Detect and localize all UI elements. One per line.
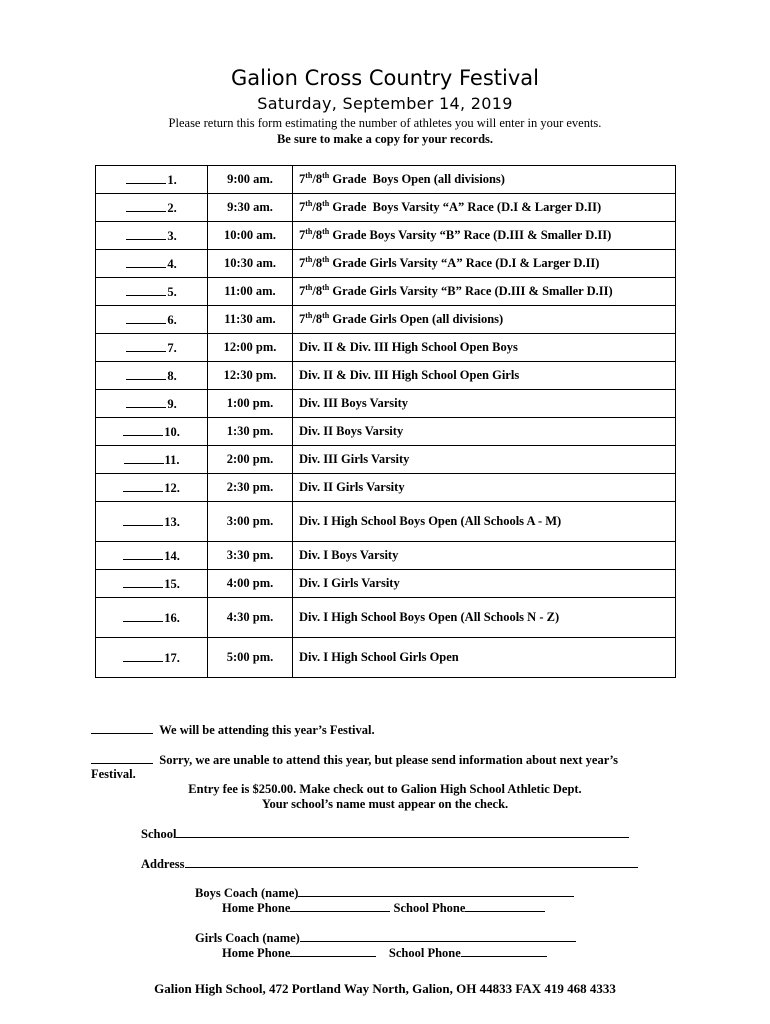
- grade-text: 8: [315, 284, 323, 298]
- event-label: Div. III Boys Varsity: [299, 396, 409, 410]
- event-label: Div. I Boys Varsity: [299, 548, 399, 562]
- girls-home-phone-label: Home Phone: [222, 946, 291, 960]
- event-number: 11.: [164, 452, 180, 467]
- event-number: 10.: [164, 424, 180, 439]
- athlete-count-blank[interactable]: [123, 548, 163, 560]
- event-description: [293, 194, 676, 222]
- grade-text: 8: [315, 312, 323, 326]
- event-time: 11:30 am.: [208, 306, 293, 334]
- grade-text: th: [322, 227, 330, 236]
- grade-text: /: [312, 284, 316, 298]
- event-description: [293, 446, 676, 474]
- grade-prefix: [299, 228, 329, 242]
- event-row: [96, 502, 676, 542]
- event-label: Div. II & Div. III High School Open Girls: [299, 368, 520, 382]
- event-description: [293, 542, 676, 570]
- event-time: 3:30 pm.: [208, 542, 293, 570]
- event-row: [96, 446, 676, 474]
- address-label: Address: [141, 857, 185, 871]
- athlete-count-blank[interactable]: [124, 452, 164, 464]
- event-entry-cell[interactable]: [96, 474, 208, 502]
- not-attending-blank[interactable]: [91, 751, 153, 764]
- event-label: Div. III Girls Varsity: [299, 452, 410, 466]
- event-description: [293, 598, 676, 638]
- grade-text: th: [322, 311, 330, 320]
- event-number: 13.: [164, 514, 180, 529]
- boys-home-phone-label: Home Phone: [222, 901, 291, 915]
- event-time: 2:00 pm.: [208, 446, 293, 474]
- event-description: [293, 306, 676, 334]
- event-row: [96, 542, 676, 570]
- event-entry-cell[interactable]: [96, 598, 208, 638]
- event-label: Grade Boys Open (all divisions): [332, 172, 505, 186]
- girls-school-phone-line[interactable]: [461, 944, 547, 957]
- event-entry-cell[interactable]: [96, 334, 208, 362]
- athlete-count-blank[interactable]: [126, 340, 166, 352]
- copy-note: Be sure to make a copy for your records.: [276, 132, 494, 146]
- event-time: 12:30 pm.: [208, 362, 293, 390]
- event-label: Div. I Girls Varsity: [299, 576, 400, 590]
- event-time: 4:30 pm.: [208, 598, 293, 638]
- grade-text: /: [312, 172, 316, 186]
- grade-text: th: [322, 199, 330, 208]
- grade-text: 7: [299, 256, 306, 270]
- event-description: [293, 362, 676, 390]
- grade-text: /: [312, 312, 316, 326]
- grade-text: /: [312, 200, 316, 214]
- event-time: 11:00 am.: [208, 278, 293, 306]
- entry-fee-text: Entry fee is $250.00. Make check out to Galion High School Athletic Dept.: [188, 782, 582, 796]
- event-description: [293, 278, 676, 306]
- event-row: [96, 278, 676, 306]
- event-number: 6.: [167, 312, 177, 327]
- event-time: 10:00 am.: [208, 222, 293, 250]
- instruction-text: Please return this form estimating the number of athletes you will enter in your events.: [168, 116, 602, 130]
- event-number: 7.: [167, 340, 177, 355]
- address-field[interactable]: [141, 855, 638, 872]
- event-time: 12:00 pm.: [208, 334, 293, 362]
- athlete-count-blank[interactable]: [126, 312, 166, 324]
- girls-coach-input-line[interactable]: [300, 929, 576, 942]
- event-description: [293, 334, 676, 362]
- event-number: 14.: [164, 548, 180, 563]
- grade-text: 7: [299, 228, 306, 242]
- boys-school-phone-line[interactable]: [465, 899, 545, 912]
- event-number: 16.: [164, 610, 180, 625]
- girls-phone-field[interactable]: [222, 944, 547, 961]
- event-row: [96, 362, 676, 390]
- event-entry-cell[interactable]: [96, 278, 208, 306]
- event-number: 4.: [167, 256, 177, 271]
- event-description: [293, 474, 676, 502]
- event-label: Div. I High School Boys Open (All Schools A - M): [299, 514, 562, 528]
- grade-text: 7: [299, 312, 306, 326]
- grade-text: 7: [299, 200, 306, 214]
- grade-text: th: [305, 255, 313, 264]
- check-note-text: Your school’s name must appear on the check.: [261, 797, 509, 811]
- event-row: [96, 418, 676, 446]
- boys-home-phone-line[interactable]: [290, 899, 390, 912]
- grade-text: th: [305, 227, 313, 236]
- grade-text: /: [312, 256, 316, 270]
- event-row: [96, 334, 676, 362]
- grade-prefix: [299, 284, 329, 298]
- event-entry-cell[interactable]: [96, 166, 208, 194]
- grade-text: 8: [315, 228, 323, 242]
- event-entry-cell[interactable]: [96, 250, 208, 278]
- event-time: 1:30 pm.: [208, 418, 293, 446]
- footer-address: Galion High School, 472 Portland Way North, Galion, OH 44833 FAX 419 468 4333: [154, 981, 616, 996]
- event-date: Saturday, September 14, 2019: [257, 94, 513, 113]
- event-number: 17.: [164, 650, 180, 665]
- not-attending-option[interactable]: [91, 751, 618, 768]
- event-label: Div. II Girls Varsity: [299, 480, 405, 494]
- event-number: 8.: [167, 368, 177, 383]
- event-entry-cell[interactable]: [96, 570, 208, 598]
- grade-prefix: [299, 200, 329, 214]
- athlete-count-blank[interactable]: [123, 576, 163, 588]
- grade-text: 8: [315, 172, 323, 186]
- grade-text: 7: [299, 172, 306, 186]
- athlete-count-blank[interactable]: [126, 172, 166, 184]
- event-time: 9:30 am.: [208, 194, 293, 222]
- event-label: Grade Girls Open (all divisions): [332, 312, 504, 326]
- event-description: [293, 250, 676, 278]
- event-entry-cell[interactable]: [96, 222, 208, 250]
- school-input-line[interactable]: [176, 825, 629, 838]
- event-row: [96, 570, 676, 598]
- event-time: 10:30 am.: [208, 250, 293, 278]
- not-attending-text-cont: Festival.: [91, 767, 136, 781]
- grade-prefix: [299, 172, 329, 186]
- event-label: Grade Boys Varsity “A” Race (D.I & Larger D.II): [332, 200, 602, 214]
- grade-text: th: [305, 311, 313, 320]
- event-label: Grade Boys Varsity “B” Race (D.III & Smaller D.II): [332, 228, 612, 242]
- grade-prefix: [299, 256, 329, 270]
- athlete-count-blank[interactable]: [126, 256, 166, 268]
- event-number: 5.: [167, 284, 177, 299]
- event-row: [96, 598, 676, 638]
- event-label: Div. II & Div. III High School Open Boys: [299, 340, 518, 354]
- athlete-count-blank[interactable]: [123, 424, 163, 436]
- grade-prefix: [299, 312, 329, 326]
- attending-text: We will be attending this year’s Festival.: [159, 723, 375, 737]
- athlete-count-blank[interactable]: [123, 480, 163, 492]
- event-number: 3.: [167, 228, 177, 243]
- event-entry-cell[interactable]: [96, 446, 208, 474]
- attending-blank[interactable]: [91, 721, 153, 734]
- event-label: Grade Girls Varsity “A” Race (D.I & Larger D.II): [332, 256, 600, 270]
- grade-text: th: [322, 283, 330, 292]
- event-number: 12.: [164, 480, 180, 495]
- grade-text: th: [322, 255, 330, 264]
- athlete-count-blank[interactable]: [126, 228, 166, 240]
- event-entry-cell[interactable]: [96, 502, 208, 542]
- event-entry-cell[interactable]: [96, 306, 208, 334]
- event-time: 9:00 am.: [208, 166, 293, 194]
- athlete-count-blank[interactable]: [126, 284, 166, 296]
- event-label: Div. I High School Girls Open: [299, 650, 459, 664]
- event-time: 2:30 pm.: [208, 474, 293, 502]
- grade-text: 7: [299, 284, 306, 298]
- page-title: Galion Cross Country Festival: [231, 66, 539, 90]
- event-label: Div. II Boys Varsity: [299, 424, 404, 438]
- event-description: [293, 502, 676, 542]
- event-number: 2.: [167, 200, 177, 215]
- event-entry-cell[interactable]: [96, 194, 208, 222]
- event-row: [96, 166, 676, 194]
- event-number: 15.: [164, 576, 180, 591]
- address-input-line[interactable]: [185, 855, 638, 868]
- boys-school-phone-label: School Phone: [393, 901, 466, 915]
- athlete-count-blank[interactable]: [123, 650, 163, 662]
- not-attending-text: Sorry, we are unable to attend this year, but please send information about next year’s: [159, 753, 619, 767]
- event-entry-cell[interactable]: [96, 542, 208, 570]
- grade-text: th: [305, 171, 313, 180]
- boys-coach-input-line[interactable]: [298, 884, 574, 897]
- event-label: Div. I High School Boys Open (All Schools N - Z): [299, 610, 560, 624]
- event-row: [96, 474, 676, 502]
- event-row: [96, 390, 676, 418]
- event-time: 1:00 pm.: [208, 390, 293, 418]
- boys-coach-label: Boys Coach (name): [195, 886, 299, 900]
- event-row: [96, 194, 676, 222]
- event-time: 5:00 pm.: [208, 638, 293, 678]
- school-field[interactable]: [141, 825, 629, 842]
- event-description: [293, 390, 676, 418]
- event-description: [293, 638, 676, 678]
- event-description: [293, 418, 676, 446]
- event-label: Grade Girls Varsity “B” Race (D.III & Smaller D.II): [332, 284, 613, 298]
- events-table: [95, 165, 676, 678]
- girls-home-phone-line[interactable]: [290, 944, 376, 957]
- grade-text: th: [305, 199, 313, 208]
- event-entry-cell[interactable]: [96, 390, 208, 418]
- girls-coach-label: Girls Coach (name): [195, 931, 300, 945]
- event-description: [293, 570, 676, 598]
- athlete-count-blank[interactable]: [123, 610, 163, 622]
- grade-text: 8: [315, 256, 323, 270]
- grade-text: 8: [315, 200, 323, 214]
- attending-option[interactable]: [91, 721, 375, 738]
- event-description: [293, 166, 676, 194]
- grade-text: th: [322, 171, 330, 180]
- event-time: 3:00 pm.: [208, 502, 293, 542]
- event-entry-cell[interactable]: [96, 362, 208, 390]
- athlete-count-blank[interactable]: [126, 396, 166, 408]
- event-number: 9.: [167, 396, 177, 411]
- event-entry-cell[interactable]: [96, 418, 208, 446]
- grade-text: /: [312, 228, 316, 242]
- event-row: [96, 638, 676, 678]
- school-label: School: [141, 827, 177, 841]
- event-description: [293, 222, 676, 250]
- event-entry-cell[interactable]: [96, 638, 208, 678]
- athlete-count-blank[interactable]: [126, 368, 166, 380]
- boys-phone-field[interactable]: [222, 899, 545, 916]
- athlete-count-blank[interactable]: [123, 514, 163, 526]
- grade-text: th: [305, 283, 313, 292]
- girls-school-phone-label: School Phone: [388, 946, 461, 960]
- event-row: [96, 250, 676, 278]
- athlete-count-blank[interactable]: [126, 200, 166, 212]
- event-time: 4:00 pm.: [208, 570, 293, 598]
- event-row: [96, 222, 676, 250]
- event-number: 1.: [167, 172, 177, 187]
- event-row: [96, 306, 676, 334]
